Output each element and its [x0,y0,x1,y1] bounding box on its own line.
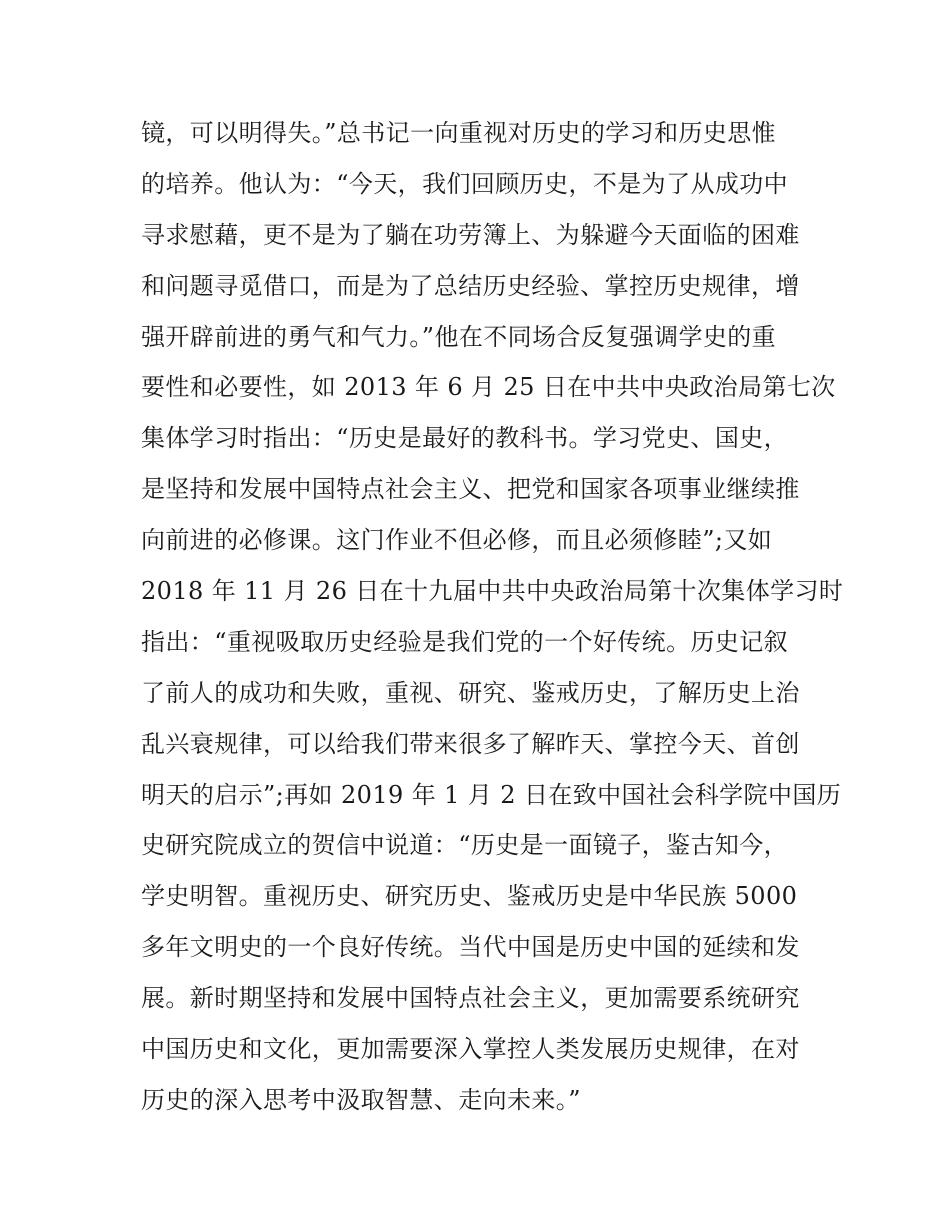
text-line: 寻求慰藉，更不是为了躺在功劳簿上、为躲避今天面临的困难 [141,220,800,249]
text-line: 强开辟前进的勇气和气力。”他在不同场合反复强调学史的重 [141,322,777,351]
text-line: 和问题寻觅借口，而是为了总结历史经验、掌控历史规律，增 [141,271,800,300]
text-line: 了前人的成功和失败，重视、研究、鉴戒历史，了解历史上治 [141,678,800,707]
text-line: 指出：“重视吸取历史经验是我们党的一个好传统。历史记叙 [141,627,789,656]
text-line: 学史明智。重视历史、研究历史、鉴戒历史是中华民族 5000 [141,882,798,911]
text-line: 向前进的必修课。这门作业不但必修，而且必须修睦”;又如 [141,526,773,555]
text-line: 历史的深入思考中汲取智慧、走向未来。” [141,1085,581,1114]
text-line: 2018 年 11 月 26 日在十九届中共中央政治局第十次集体学习时 [141,577,844,606]
text-line: 是坚持和发展中国特点社会主义、把党和国家各项事业继续推 [141,475,800,504]
text-line: 的培养。他认为：“今天，我们回顾历史，不是为了从成功中 [141,169,789,198]
text-line: 明天的启示”;再如 2019 年 1 月 2 日在致中国社会科学院中国历 [141,780,842,809]
text-line: 乱兴衰规律，可以给我们带来很多了解昨天、掌控今天、首创 [141,729,800,758]
text-line: 要性和必要性，如 2013 年 6 月 25 日在中共中央政治局第七次 [141,373,836,402]
text-line: 镜，可以明得失。”总书记一向重视对历史的学习和历史思惟 [141,119,777,147]
body-text [141,108,844,1126]
text-line: 集体学习时指出：“历史是最好的教科书。学习党史、国史， [141,424,789,453]
text-line: 展。新时期坚持和发展中国特点社会主义，更加需要系统研究 [141,984,800,1013]
text-line: 多年文明史的一个良好传统。当代中国是历史中国的延续和发 [141,933,800,962]
text-line: 中国历史和文化，更加需要深入掌控人类发展历史规律，在对 [141,1035,800,1064]
text-line: 史研究院成立的贺信中说道：“历史是一面镜子，鉴古知今， [141,831,789,860]
